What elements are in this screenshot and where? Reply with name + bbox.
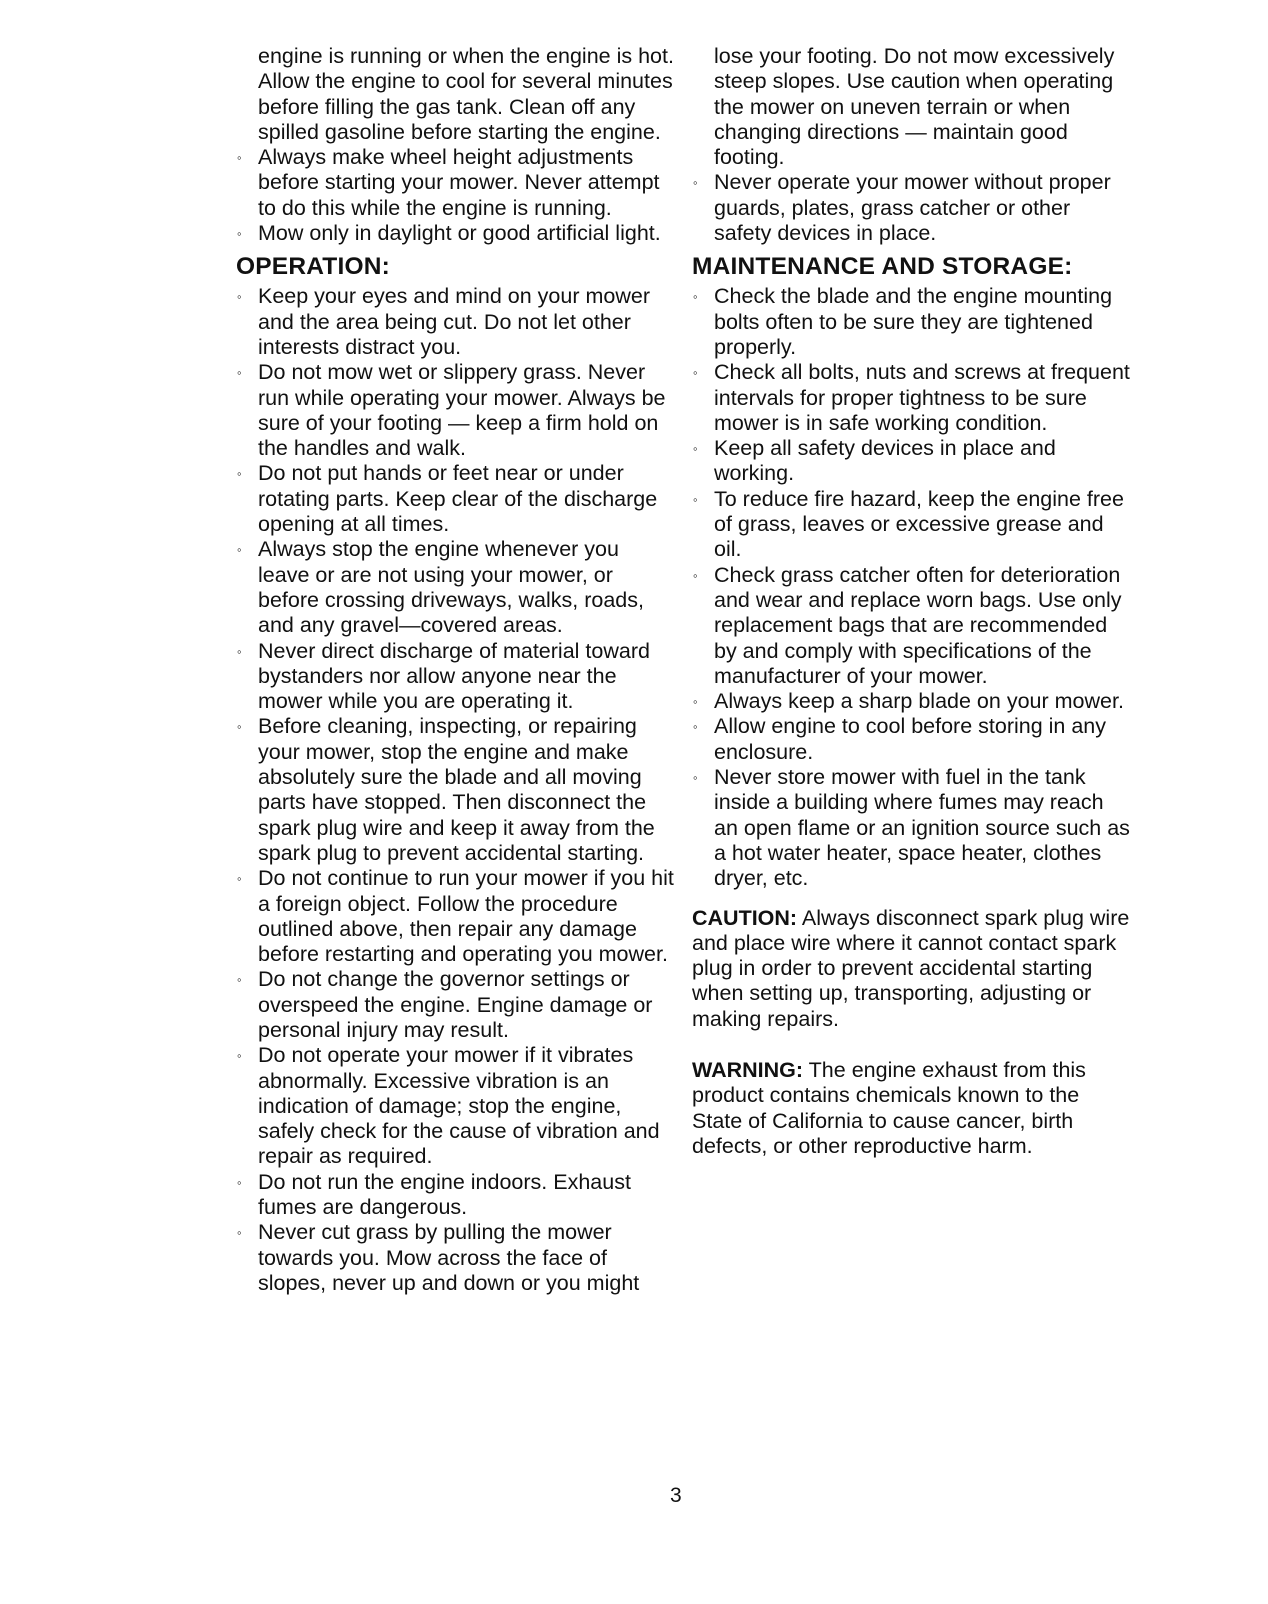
list-item-text: Never cut grass by pulling the mower towards you. Mow across the face of slopes, never up and down or you might [258, 1220, 640, 1295]
caution-label: CAUTION: [692, 905, 798, 930]
right-column [692, 44, 1132, 1159]
page-number: 3 [670, 1484, 682, 1507]
list-item-text: Always keep a sharp blade on your mower. [714, 689, 1124, 714]
list-item [692, 563, 1132, 689]
bullet-icon: ◦ [693, 491, 698, 507]
bullet-icon: ◦ [237, 1048, 242, 1064]
bullet-icon: ◦ [693, 365, 698, 381]
bullet-icon: ◦ [237, 871, 242, 887]
warning-text: The engine exhaust from this product contains chemicals known to the State of California to cause cancer, birth defects, or other reproductive harm. [692, 1057, 1086, 1158]
list-item [692, 360, 1132, 436]
list-item-text: Do not mow wet or slippery grass. Never run while operating your mower. Always be sure of your footing — keep a firm hold on the handles and walk. [258, 360, 666, 461]
left-column [236, 44, 676, 1296]
caution-notice [692, 906, 1132, 1032]
list-item-text: Keep all safety devices in place and working. [714, 436, 1056, 486]
continuation-paragraph: lose your footing. Do not mow excessively steep slopes. Use caution when operating the mower on uneven terrain or when changing directions — maintain good footing. [714, 44, 1115, 170]
bullet-icon: ◦ [237, 643, 242, 659]
list-item [692, 714, 1132, 765]
bullet-icon: ◦ [237, 466, 242, 482]
list-item [236, 1043, 676, 1169]
list-item [236, 221, 676, 246]
warning-notice [692, 1058, 1132, 1159]
list-item-text: Do not run the engine indoors. Exhaust fumes are dangerous. [258, 1169, 631, 1220]
operation-bullet-list [236, 284, 676, 1296]
intro-bullet-list [236, 145, 676, 246]
warning-label: WARNING: [692, 1057, 804, 1082]
bullet-icon: ◦ [237, 542, 242, 558]
list-item [236, 537, 676, 638]
bullet-icon: ◦ [237, 150, 242, 166]
list-item-text: Never store mower with fuel in the tank inside a building where fumes may reach an open flame or an ignition source such as a hot water heater, space heater, clothes dryer, etc. [714, 765, 1130, 891]
list-item [692, 765, 1132, 891]
list-item [236, 639, 676, 715]
list-item-text: Always stop the engine whenever you leave or are not using your mower, or before crossing driveways, walks, roads, and any gravel—covered areas. [258, 537, 644, 638]
list-item-text: Do not operate your mower if it vibrates abnormally. Excessive vibration is an indication of damage; stop the engine, safely check for the cause of vibration and repair as required. [258, 1043, 660, 1169]
list-item [692, 436, 1132, 487]
intro-paragraph: engine is running or when the engine is hot. Allow the engine to cool for several minutes before filling the gas tank. Clean off any spilled gasoline before starting the engine. [258, 44, 674, 144]
list-item [236, 1220, 676, 1296]
list-item [692, 689, 1132, 714]
list-item-text: Do not change the governor settings or overspeed the engine. Engine damage or personal injury may result. [258, 967, 653, 1042]
list-item-text: Never operate your mower without proper guards, plates, grass catcher or other safety devices in place. [714, 170, 1111, 246]
bullet-icon: ◦ [693, 694, 698, 710]
list-item-text: Check all bolts, nuts and screws at frequent intervals for proper tightness to be sure mower is in safe working condition. [714, 360, 1130, 435]
bullet-icon: ◦ [237, 365, 242, 381]
list-item-text: Mow only in daylight or good artificial light. [258, 221, 661, 246]
list-item [236, 145, 676, 221]
bullet-icon: ◦ [237, 226, 242, 242]
bullet-icon: ◦ [693, 175, 698, 191]
bullet-icon: ◦ [693, 719, 698, 735]
bullet-icon: ◦ [237, 972, 242, 988]
bullet-icon: ◦ [693, 441, 698, 457]
continuation-bullet-list [692, 170, 1132, 246]
list-item-text: Never direct discharge of material toward bystanders nor allow anyone near the mower while you are operating it. [258, 638, 650, 714]
list-item-text: Keep your eyes and mind on your mower and the area being cut. Do not let other interests distract you. [258, 284, 650, 359]
maintenance-bullet-list [692, 284, 1132, 891]
list-item [236, 360, 676, 461]
list-item [692, 170, 1132, 246]
bullet-icon: ◦ [237, 289, 242, 305]
list-item-text: Before cleaning, inspecting, or repairing your mower, stop the engine and make absolutely sure the blade and all moving parts have stopped. Then disconnect the spark plug wire and keep it away from the spark plug to prevent accidental starting. [258, 714, 655, 865]
list-item-text: Allow engine to cool before storing in any enclosure. [714, 714, 1107, 764]
list-item-text: Check the blade and the engine mounting bolts often to be sure they are tightened properly. [714, 284, 1113, 359]
list-item-text: Check grass catcher often for deterioration and wear and replace worn bags. Use only replacement bags that are recommended by and comply with specifications of the manufacturer of your mower. [714, 562, 1122, 688]
list-item [236, 1170, 676, 1221]
bullet-icon: ◦ [237, 1225, 242, 1241]
list-item [236, 866, 676, 967]
list-item [236, 714, 676, 866]
list-item [236, 284, 676, 360]
list-item [692, 284, 1132, 360]
list-item [236, 461, 676, 537]
list-item-text: To reduce fire hazard, keep the engine free of grass, leaves or excessive grease and oil. [714, 486, 1124, 562]
list-item-text: Always make wheel height adjustments before starting your mower. Never attempt to do this while the engine is running. [258, 145, 660, 220]
bullet-icon: ◦ [237, 1174, 242, 1190]
list-item [692, 487, 1132, 563]
list-item [236, 967, 676, 1043]
list-item-text: Do not put hands or feet near or under rotating parts. Keep clear of the discharge opening at all times. [258, 461, 658, 537]
bullet-icon: ◦ [693, 770, 698, 786]
maintenance-heading: MAINTENANCE AND STORAGE: [692, 253, 1073, 281]
list-item-text: Do not continue to run your mower if you hit a foreign object. Follow the procedure outlined above, then repair any damage before restarting and operating you mower. [258, 866, 674, 967]
caution-text: Always disconnect spark plug wire and place wire where it cannot contact spark plug in order to prevent accidental starting when setting up, transporting, adjusting or making repairs. [692, 905, 1130, 1031]
bullet-icon: ◦ [237, 719, 242, 735]
bullet-icon: ◦ [693, 567, 698, 583]
operation-heading: OPERATION: [236, 253, 390, 281]
bullet-icon: ◦ [693, 289, 698, 305]
